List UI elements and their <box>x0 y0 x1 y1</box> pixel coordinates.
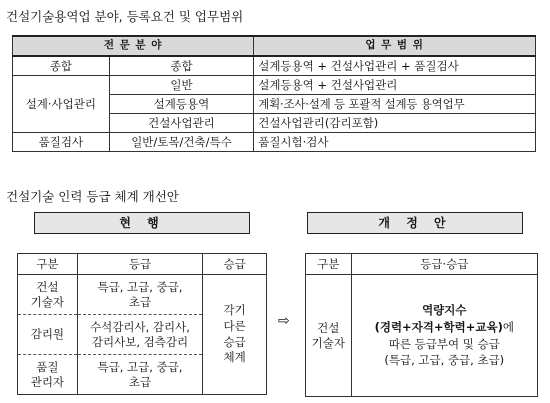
row-category: 품질검사 <box>13 133 110 152</box>
right-arrow-icon: ⇨ <box>278 313 290 329</box>
row-type: 감리원 <box>18 315 78 355</box>
table-row <box>13 56 536 76</box>
row-type: 품질 관리자 <box>18 355 78 395</box>
table-header-row <box>18 254 267 275</box>
field-table <box>12 35 536 152</box>
promotion-cell: 각기 다른 승급 체계 <box>203 275 267 395</box>
row-scope: 건설사업관리(감리포함) <box>254 114 536 133</box>
header-grade-promotion: 등급·승급 <box>351 254 537 275</box>
formula-suffix: 에 <box>502 319 514 334</box>
header-scope: 업 무 범 위 <box>254 36 536 56</box>
header-grade: 등급 <box>77 254 202 275</box>
row-subfield: 설계등용역 <box>109 95 254 114</box>
row-grade: 특급, 고급, 중급, 초급 <box>77 355 202 395</box>
grade-assignment-text: 따른 등급부여 및 승급 <box>388 336 500 351</box>
header-promotion: 승급 <box>203 254 267 275</box>
header-field: 전 문 분 야 <box>13 36 254 56</box>
header-type: 구분 <box>18 254 78 275</box>
capability-formula: (경력+자격+학력+교육) <box>374 319 503 334</box>
section2-title: 건설기술 인력 등급 체계 개선안 <box>6 189 179 204</box>
row-type: 건설 기술자 <box>306 275 352 397</box>
table-header-row <box>306 254 538 275</box>
row-subfield: 종합 <box>109 56 254 76</box>
row-category: 종합 <box>13 56 110 76</box>
row-category: 설계·사업관리 <box>13 76 110 133</box>
row-scope: 품질시험·검사 <box>254 133 536 152</box>
section1-title: 건설기술용역업 분야, 등록요건 및 업무범위 <box>6 9 244 24</box>
improved-label: 개 정 안 <box>307 212 523 234</box>
row-subfield: 건설사업관리 <box>109 114 254 133</box>
row-type: 건설 기술자 <box>18 275 78 315</box>
table-row <box>13 133 536 152</box>
row-subfield: 일반 <box>109 76 254 95</box>
table-row <box>18 275 267 315</box>
grade-list: (특급, 고급, 중급, 초급) <box>384 353 505 368</box>
row-grade: 수석감리사, 감리사, 감리사보, 검측감리 <box>77 315 202 355</box>
table-header-row <box>13 36 536 56</box>
row-grade: 특급, 고급, 중급, 초급 <box>77 275 202 315</box>
improved-table <box>305 253 538 397</box>
table-row <box>306 275 538 397</box>
current-label: 현 행 <box>34 212 250 234</box>
improved-description <box>351 275 537 397</box>
capability-index: 역량지수 <box>422 303 467 318</box>
header-type: 구분 <box>306 254 352 275</box>
table-row <box>13 76 536 95</box>
row-scope: 계획·조사·설계 등 포괄적 설계등 용역업무 <box>254 95 536 114</box>
current-table <box>17 253 267 395</box>
row-scope: 설계등용역 + 건설사업관리 + 품질검사 <box>254 56 536 76</box>
row-scope: 설계등용역 + 건설사업관리 <box>254 76 536 95</box>
row-subfield: 일반/토목/건축/특수 <box>109 133 254 152</box>
